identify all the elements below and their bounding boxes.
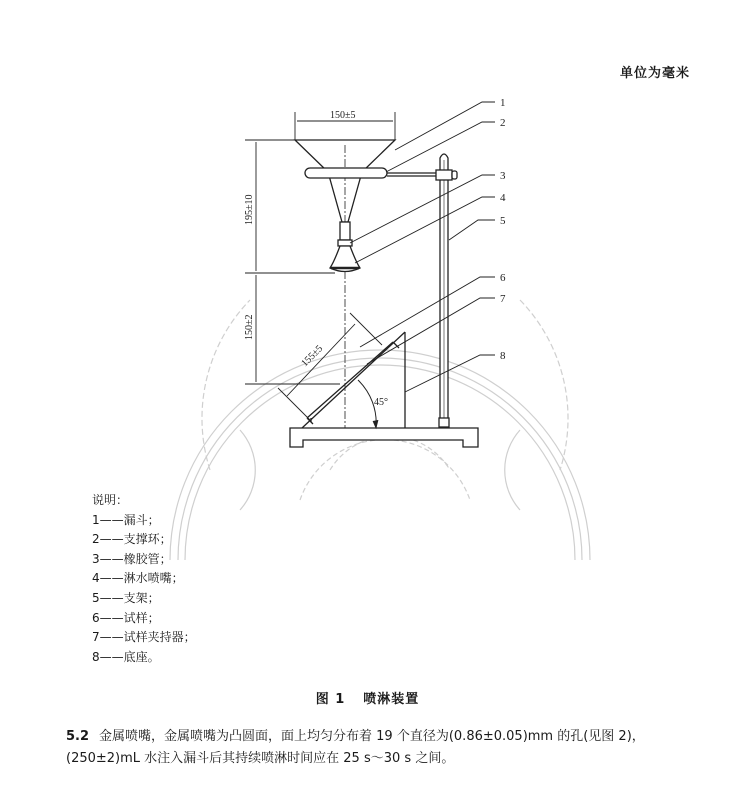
dim-nozzle-to-sample: 150±2 — [244, 314, 255, 340]
clause-line-1: 金属喷嘴，金属喷嘴为凸圆面，面上均匀分布着 19 个直径为(0.86±0.05)mm 的孔(见图 2)， — [99, 729, 645, 744]
callout-3: 3 — [500, 170, 506, 182]
legend-item: 5——支架； — [92, 590, 160, 605]
clause-5-2 — [66, 726, 716, 770]
callout-6: 6 — [500, 272, 506, 284]
legend-item: 8——底座。 — [92, 649, 160, 664]
stand — [436, 154, 457, 427]
rubber-tube — [340, 222, 350, 240]
base — [290, 428, 478, 447]
dim-funnel-height: 195±10 — [244, 194, 255, 225]
callout-1: 1 — [500, 97, 506, 109]
dim-funnel-width: 150±5 — [330, 110, 356, 121]
legend-item: 6——试样； — [92, 610, 160, 625]
dim-angle: 45° — [374, 397, 388, 408]
callout-8: 8 — [500, 350, 506, 362]
legend-item: 7——试样夹持器； — [92, 630, 196, 645]
figure-title: 喷淋装置 — [363, 692, 420, 707]
callout-7: 7 — [500, 293, 506, 305]
dim-sample-length: 155±5 — [299, 343, 326, 370]
figure-number: 图 1 — [315, 692, 346, 707]
clause-number: 5.2 — [66, 729, 90, 744]
funnel — [295, 140, 395, 430]
support-ring — [305, 168, 387, 178]
figure-legend — [92, 491, 196, 667]
callout-2: 2 — [500, 117, 506, 129]
legend-title: 说明： — [92, 493, 129, 507]
callout-5: 5 — [500, 215, 506, 227]
callout-4: 4 — [500, 192, 506, 204]
legend-item: 4——淋水喷嘴； — [92, 571, 184, 586]
legend-item: 1——漏斗； — [92, 512, 160, 527]
legend-item: 2——支撑环； — [92, 532, 172, 547]
legend-item: 3——橡胶管； — [92, 551, 172, 566]
clause-line-2: (250±2)mL 水注入漏斗后其持续喷淋时间应在 25 s～30 s 之间。 — [66, 751, 455, 766]
unit-note: 单位为毫米 — [620, 66, 691, 81]
figure-caption — [0, 688, 735, 707]
